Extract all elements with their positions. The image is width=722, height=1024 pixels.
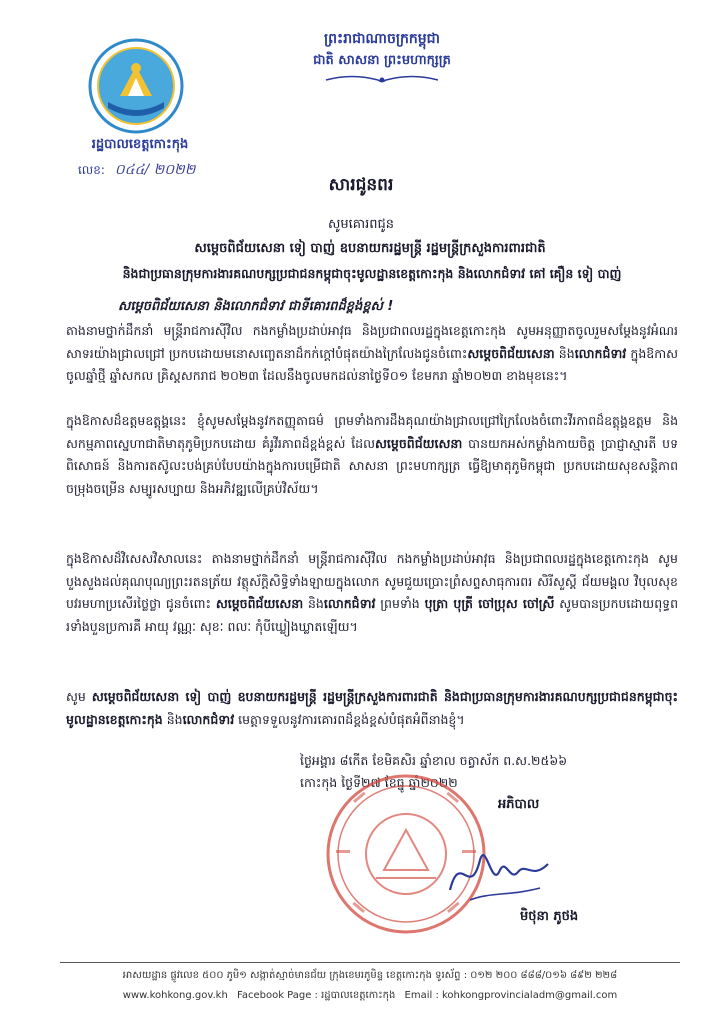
paragraph-1-bold-lady: លោកជំទាវ [574,345,627,361]
handwritten-signature [440,830,560,910]
paragraph-4-bold-lady: លោកជំទាវ [182,711,235,727]
reference-label: លេខ: [78,163,105,177]
paragraph-3-mid: ព្រមទាំង [375,596,425,611]
provincial-emblem-logo [88,38,184,134]
paragraph-1 [66,320,678,388]
footer-website[interactable]: www.kohkong.gov.kh [122,990,228,1001]
addressee-line-2: និងជាប្រធានក្រុមការងារគណបក្សប្រជាជនកម្ពុជាចុះមូលដ្ឋានខេត្តកោះកុង និងលោកជំទាវ គៅ គឿន ទៀ បាញ់ [122,266,622,281]
paragraph-2-tail: បានយកអស់កម្លាំងកាយចិត្ត ប្រាជ្ញាស្មារតី បទពិសោធន៍ និងការតស៊ូលះបង់គ្រប់បែបយ៉ាងក្នុងការបម្រើជាតិ សាសនា ព្រះមហាក្សត្រ ធ្វើឱ្យមាតុភូមិកម្ពុជា ប្រកបដោយសុខសន្តិភាព ចម្រុងចម្រើន សម្បូរសប្បាយ និងអភិវឌ្ឍលើគ្រប់វិស័យ។ [66,435,679,496]
paragraph-3-bold-lady: លោកជំទាវ [323,596,376,611]
kingdom-name: ព្រះរាជាណាចក្រកម្ពុជា [323,31,440,47]
footer-facebook[interactable]: Facebook Page : រដ្ឋបាលខេត្តកោះកុង [237,990,396,1001]
organization-name: រដ្ឋបាលខេត្តកោះកុង [91,137,189,152]
paragraph-2-bold-title: សម្តេចពិជ័យសេនា [375,435,463,451]
salutation-respect: សូមគោរពជូន [327,217,394,232]
addressee-line-1: សម្តេចពិជ័យសេនា ទៀ បាញ់ ឧបនាយករដ្ឋមន្ត្រី រដ្ឋមន្ត្រីក្រសួងការពារជាតិ [194,241,546,256]
footer-email[interactable]: Email : kohkongprovincialadm@gmail.com [404,990,618,1001]
signer-name: មិថុនា ភូថង [520,909,579,924]
paragraph-1-text: តាងនាមថ្នាក់ដឹកនាំ មន្ត្រីរាជការស៊ីវិល កងកម្លាំងប្រដាប់អាវុធ និងប្រជាពលរដ្ឋក្នុងខេត្តកោះកុង សូមអនុញ្ញាតចូលរួមសម្តែងនូវអំណរសាទរយ៉ាងជ្រាលជ្រៅ ប្រកបដោយមនោសញ្ចេតនាដ៏កក់ក្តៅបំផុតយ៉ាងក្រៃលែងជូនចំពោះ [66,323,678,361]
footer-divider [60,962,680,963]
paragraph-3 [66,548,678,638]
paragraph-1-conj: និង [554,345,575,361]
paragraph-3-tail: សូមបានប្រកបដោយពុទ្ធពរទាំងបួនប្រការគឺ អាយុ វណ្ណៈ សុខៈ ពលៈ កុំបីឃ្លៀងឃ្លាតឡើយ។ [66,596,679,634]
kingdom-header [272,28,492,94]
paragraph-1-bold-title: សម្តេចពិជ័យសេនា [467,345,555,361]
greeting-line: សម្តេចពិជ័យសេនា និងលោកជំទាវ ជាទីគោរពដ៏ខ្ពង់ខ្ពស់ ! [118,299,394,314]
paragraph-4-tail: មេត្តាទទួលនូវការគោរពដ៏ខ្ពង់ខ្ពស់បំផុតអំពីនាងខ្ញុំ។ [234,711,465,727]
footer-address: អាសយដ្ឋាន ផ្លូវលេខ ៥០០ ភូមិ១ សង្កាត់ស្មាច់មានជ័យ ក្រុងខេមរភូមិន្ទ ខេត្តកោះកុង ទូរស័ព្ទ : ០១២ ២០០ ៨៨៨/០១៦ ៨៩២ ២២៨ [122,970,618,981]
signatory-title: អភិបាល [498,797,540,812]
paragraph-3-conj: និង [303,596,324,611]
reference-number: ០៤៤/ ២០២២ [114,162,196,178]
national-motto: ជាតិ សាសនា ព្រះមហាក្សត្រ [313,53,451,68]
document-title: សារជូនពរ [328,175,394,195]
paragraph-4 [66,686,678,731]
paragraph-2 [66,410,678,500]
ornament-divider-icon [322,73,442,87]
paragraph-3-bold-title: សម្តេចពិជ័យសេនា [215,596,304,611]
paragraph-4-conj: និង [162,711,183,727]
paragraph-3-text: ក្នុងឱកាសដ៏វិសេសវិសាលនេះ តាងនាមថ្នាក់ដឹកនាំ មន្ត្រីរាជការស៊ីវិល កងកម្លាំងប្រដាប់អាវុធ និងប្រជាពលរដ្ឋក្នុងខេត្តកោះកុង សូមបួងសួងដល់គុណបុណ្យព្រះរតនត្រ័យ វត្ថុស័ក្តិសិទ្ធិទាំងឡាយក្នុងលោក សូមជួយប្រោះព្រំសព្ទសាធុការពរ សិរីសួស្តី ជ័យមង្គល វិបុលសុខ បវរមហាប្រសើរថ្លៃថ្លា ជូនចំពោះ [66,551,678,611]
paragraph-4-bold-title: សម្តេចពិជ័យសេនា ទៀ បាញ់ ឧបនាយករដ្ឋមន្ត្រី រដ្ឋមន្ត្រីក្រសួងការពារជាតិ និងជាប្រធានក្រុមការងារគណបក្សប្រជាជនកម្ពុជាចុះមូលដ្ឋានខេត្តកោះកុង [66,689,678,727]
paragraph-4-lead: សូម [66,689,92,704]
footer-contacts [60,988,680,1003]
paragraph-2-text: ក្នុងឱកាសដ៏ឧត្តមឧត្តុង្គនេះ ខ្ញុំសូមសម្តែងនូវកតញ្ញុតាធម៌ ព្រមទាំងការដឹងគុណយ៉ាងជ្រាលជ្រៅក្រៃលែងចំពោះវីរភាពដ៏ឧត្តុង្គឧត្តម និងសកម្មភាពស្នេហាជាតិមាតុភូមិប្រកបដោយ គំរូវីរភាពដ៏ខ្ពង់ខ្ពស់ ដែល [66,413,678,451]
paragraph-1-tail: ក្នុងឱកាសចូលឆ្នាំថ្មី ឆ្នាំសកល គ្រិស្តសករាជ ២០២៣ ដែលនឹងចូលមកដល់នាថ្ងៃទី០១ ខែមករា ឆ្នាំ២០២៣ ខាងមុខនេះ។ [66,345,678,383]
lunar-date: ថ្ងៃអង្គារ ៨កើត ខែមិគសិរ ឆ្នាំខាល ចត្វាស័ក ព.ស.២៥៦៦ [300,753,568,768]
paragraph-3-bold-family: បុត្រា បុត្រី ចៅប្រុស ចៅស្រី [424,596,555,611]
solar-date: កោះកុង ថ្ងៃទី២៧ ខែធ្នូ ឆ្នាំ២០២២ [300,775,458,790]
